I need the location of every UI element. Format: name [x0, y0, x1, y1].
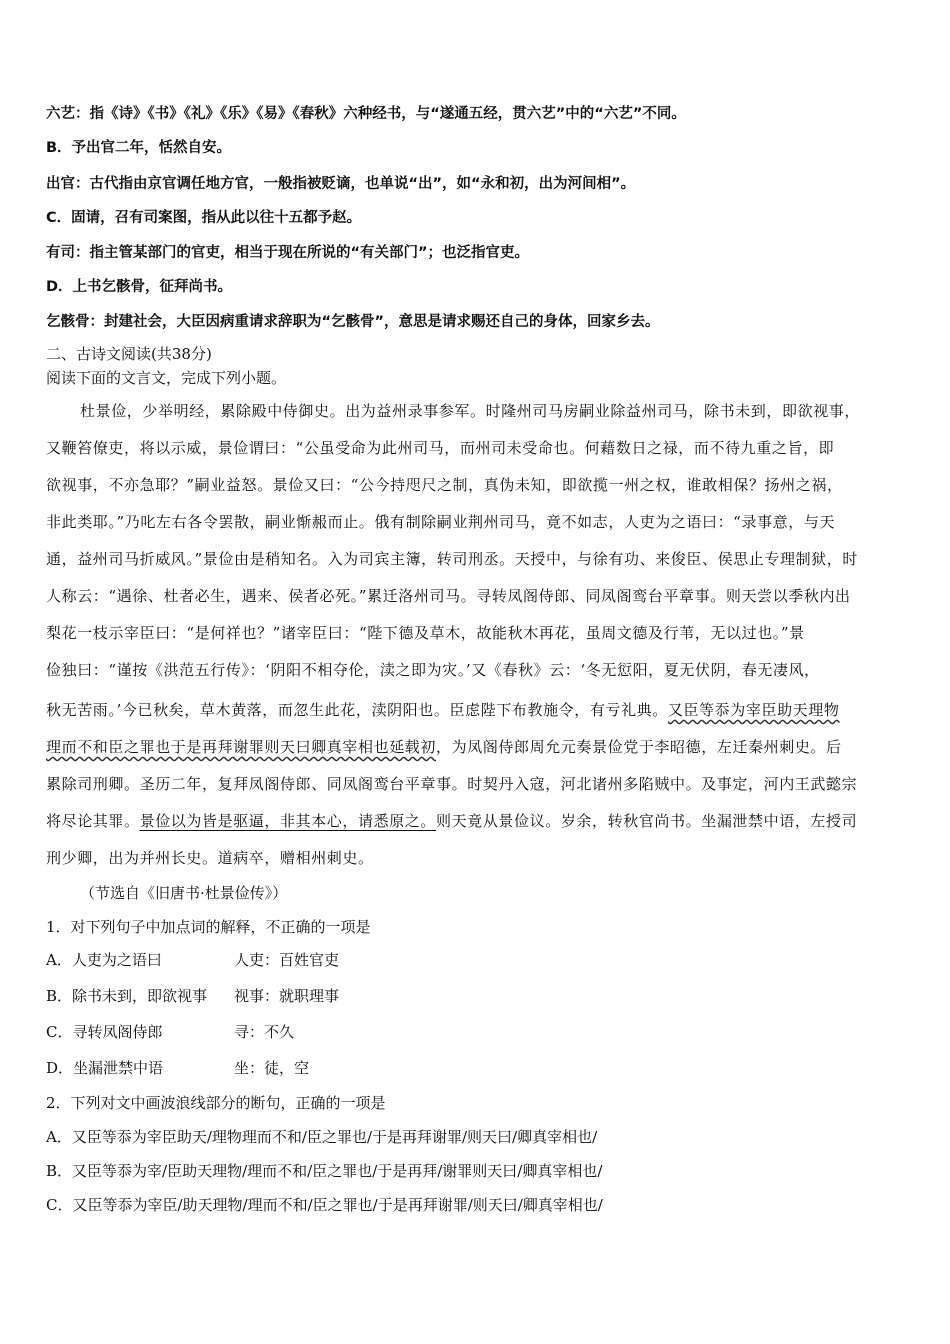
note-qihaigu: 乞骸骨：封建社会，大臣因病重请求辞职为“乞骸骨”，意思是请求赐还自己的身体，回家乡去。: [46, 314, 660, 330]
passage-line: 人称云：“遇徐、杜者必生，遇来、侯者必死。”累迁洛州司马。寻转凤阁侍郎、同凤阁鸾台平章事。则天尝以季秋内出: [46, 587, 851, 605]
underlined-sentence: 景俭以为皆是驱逼，非其本心，请悉原之。: [139, 812, 437, 830]
q1-option-a: A．人吏为之语曰 人吏：百姓官吏: [46, 951, 340, 969]
passage-line: 杜景俭，少举明经，累除殿中侍御史。出为益州录事参军。时隆州司马房嗣业除益州司马，除书未到，即欲视事，: [80, 402, 861, 420]
passage-line: 理而不和臣之罪也于是再拜谢罪则天曰卿真宰相也延载初，为凤阁侍郎周允元奏景俭党于李昭德，左迁秦州刺史。后: [46, 738, 842, 756]
passage-line: 俭独曰：“谨按《洪范五行传》：‘阴阳不相夺伦，渎之即为灾。’又《春秋》云：‘冬无愆阳，夏无伏阴，春无凄风，: [46, 661, 820, 679]
note-liuyi: 六艺：指《诗》《书》《礼》《乐》《易》《春秋》六种经书，与“遂通五经，贯六艺”中的“六艺”不同。: [46, 106, 686, 122]
passage-line: 累除司刑卿。圣历二年，复拜凤阁侍郎、同凤阁鸾台平章事。时契丹入寇，河北诸州多陷贼中。及事定，河内王武懿宗: [46, 775, 858, 793]
option-b-sentence: B．予出官二年，恬然自安。: [46, 140, 232, 156]
q1-option-d: D．坐漏泄禁中语 坐：徒，空: [46, 1059, 310, 1077]
passage-line: 非此类耶。”乃叱左右各令罢散，嗣业惭赧而止。俄有制除嗣业荆州司马，竟不如志，人吏为之语曰：“录事意，与天: [46, 513, 836, 531]
passage-line: 秋无苦雨。’今已秋矣，草木黄落，而忽生此花，渎阴阳也。臣虑陛下布教施令，有亏礼典。又臣等忝为宰臣助天理物: [46, 701, 840, 719]
passage-line: 又鞭笞僚吏，将以示威，景俭谓曰：“公虽受命为此州司马，而州司未受命也。何藉数日之禄，而不待九重之旨，即: [46, 439, 835, 457]
question-2-stem: 2．下列对文中画波浪线部分的断句，正确的一项是: [46, 1094, 386, 1112]
passage-line: 梨花一枝示宰臣曰：“是何祥也？”诸宰臣曰：“陛下德及草木，故能秋木再花，虽周文德及行苇，无以过也。”景: [46, 624, 805, 642]
q2-option-c: C．又臣等忝为宰臣/助天理物/理而不和/臣之罪也/于是再拜谢罪/则天曰/卿真宰相也/: [46, 1196, 603, 1214]
passage-line: 刑少卿，出为并州长史。道病卒，赠相州刺史。: [46, 849, 374, 867]
q1-option-c: C．寻转凤阁侍郎 寻：不久: [46, 1023, 295, 1041]
source-citation: （节选自《旧唐书·杜景俭传》）: [80, 884, 288, 902]
passage-line: 欲视事，不亦急耶？”嗣业益怒。景俭又曰：“公今持咫尺之制，真伪未知，即欲揽一州之权，谁敢相保？扬州之祸，: [46, 476, 843, 494]
option-c-sentence: C．固请，召有司案图，指从此以往十五都予赵。: [46, 210, 362, 226]
passage-line: 通，益州司马折威风。”景俭由是稍知名。入为司宾主簿，转司刑丞。天授中，与徐有功、来俊臣、侯思止专理制狱，时: [46, 550, 858, 568]
option-d-sentence: D．上书乞骸骨，征拜尚书。: [46, 279, 233, 295]
note-yousi: 有司：指主管某部门的官吏，相当于现在所说的“有关部门”；也泛指官吏。: [46, 245, 530, 261]
wavy-underlined-text: 理而不和臣之罪也于是再拜谢罪则天曰卿真宰相也延载初: [46, 738, 437, 756]
note-chuguan: 出官：古代指由京官调任地方官，一般指被贬谪，也单说“出”，如“永和初，出为河间相”。: [46, 176, 636, 192]
instruction: 阅读下面的文言文，完成下列小题。: [46, 369, 287, 387]
q2-option-a: A．又臣等忝为宰臣助天/理物理而不和/臣之罪也/于是再拜谢罪/则天曰/卿真宰相也/: [46, 1128, 598, 1146]
q1-option-b: B．除书未到，即欲视事 视事：就职理事: [46, 987, 340, 1005]
q2-option-b: B．又臣等忝为宰/臣助天理物/理而不和/臣之罪也/于是再拜/谢罪则天曰/卿真宰相也/: [46, 1162, 603, 1180]
passage-line: 将尽论其罪。景俭以为皆是驱逼，非其本心，请悉原之。则天竟从景俭议。岁余，转秋官尚书。坐漏泄禁中语，左授司: [46, 812, 858, 830]
section-title: 二、古诗文阅读(共38分): [46, 345, 212, 363]
wavy-underlined-text: 又臣等忝为宰臣助天理物: [667, 701, 840, 719]
question-1-stem: 1．对下列句子中加点词的解释，不正确的一项是: [46, 918, 371, 936]
